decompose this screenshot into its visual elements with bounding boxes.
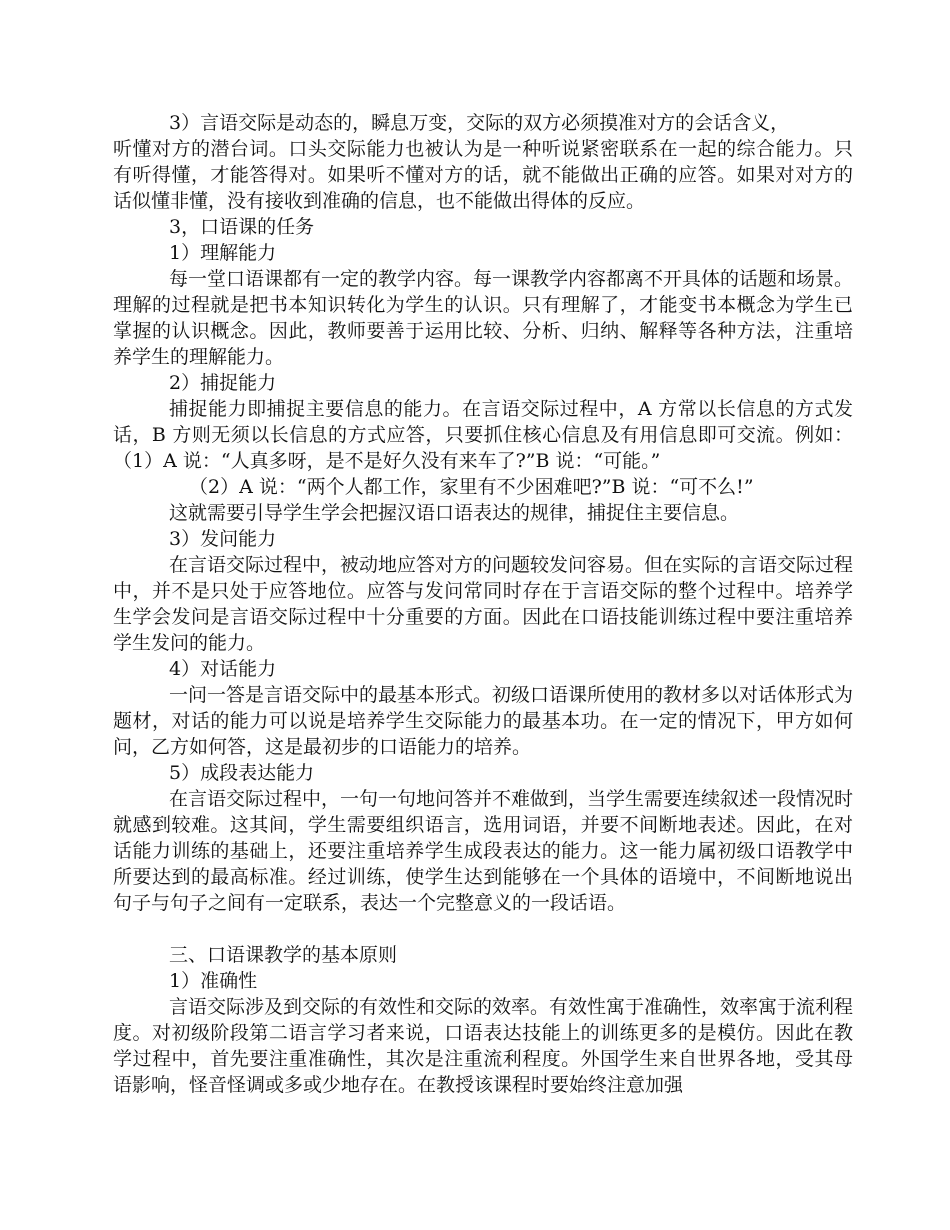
paragraph-1: 3）言语交际是动态的，瞬息万变，交际的双方必须摸准对方的会话含义， (169, 112, 790, 134)
subheading-comprehension: 1）理解能力 (169, 242, 277, 264)
blank-line (113, 916, 853, 942)
paragraph-capture: 捕捉能力即捕捉主要信息的能力。在言语交际过程中，A 方常以长信息的方式发话，B 方则无须以长信息的方式应答，只要抓住核心信息及有用信息即可交流。例如：（1）A 说：“人真多呀，是不是好久没有来车了?”B 说：“可能。” (113, 398, 853, 472)
subheading-accuracy: 1）准确性 (169, 970, 258, 992)
subheading-questioning: 3）发问能力 (169, 528, 277, 550)
paragraph-accuracy: 言语交际涉及到交际的有效性和交际的效率。有效性寓于准确性，效率寓于流利程度。对初级阶段第二语言学习者来说，口语表达技能上的训练更多的是模仿。因此在教学过程中，首先要注重准确性，其次是注重流利程度。外国学生来自世界各地，受其母语影响，怪音怪调或多或少地存在。在教授该课程时要始终注意加强 (113, 996, 854, 1096)
document-body (113, 110, 853, 1098)
paragraph-discourse: 在言语交际过程中，一句一句地问答并不难做到，当学生需要连续叙述一段情况时就感到较难。这其间，学生需要组织语言，选用词语，并要不间断地表述。因此，在对话能力训练的基础上，还要注重培养学生成段表达的能力。这一能力属初级口语教学中所要达到的最高标准。经过训练，使学生达到能够在一个具体的语境中，不间断地说出句子与句子之间有一定联系，表达一个完整意义的一段话语。 (113, 788, 854, 914)
paragraph-2: 听懂对方的潜台词。口头交际能力也被认为是一种听说紧密联系在一起的综合能力。只有听得懂，才能答得对。如果听不懂对方的话，就不能做出正确的应答。如果对对方的话似懂非懂，没有接收到准确的信息，也不能做出得体的反应。 (113, 138, 853, 212)
section-heading-tasks: 3，口语课的任务 (169, 216, 315, 238)
paragraph-questioning: 在言语交际过程中，被动地应答对方的问题较发问容易。但在实际的言语交际过程中，并不是只处于应答地位。应答与发问常同时存在于言语交际的整个过程中。培养学生学会发问是言语交际过程中十分重要的方面。因此在口语技能训练过程中要注重培养学生发问的能力。 (113, 554, 854, 654)
subheading-discourse: 5）成段表达能力 (169, 762, 315, 784)
subheading-dialogue: 4）对话能力 (169, 658, 277, 680)
subheading-capture: 2）捕捉能力 (169, 372, 277, 394)
example-2: （2）A 说：“两个人都工作，家里有不少困难吧?”B 说：“可不么!” (189, 476, 754, 498)
paragraph-comprehension: 每一堂口语课都有一定的教学内容。每一课教学内容都离不开具体的话题和场景。理解的过程就是把书本知识转化为学生的认识。只有理解了，才能变书本概念为学生已掌握的认识概念。因此，教师要善于运用比较、分析、归纳、解释等各种方法，注重培养学生的理解能力。 (113, 268, 854, 368)
paragraph-capture-conclusion: 这就需要引导学生学会把握汉语口语表达的规律，捕捉住主要信息。 (169, 502, 740, 524)
section-heading-principles: 三、口语课教学的基本原则 (169, 944, 398, 966)
paragraph-dialogue: 一问一答是言语交际中的最基本形式。初级口语课所使用的教材多以对话体形式为题材，对话的能力可以说是培养学生交际能力的最基本功。在一定的情况下，甲方如何问，乙方如何答，这是最初步的口语能力的培养。 (113, 684, 854, 758)
